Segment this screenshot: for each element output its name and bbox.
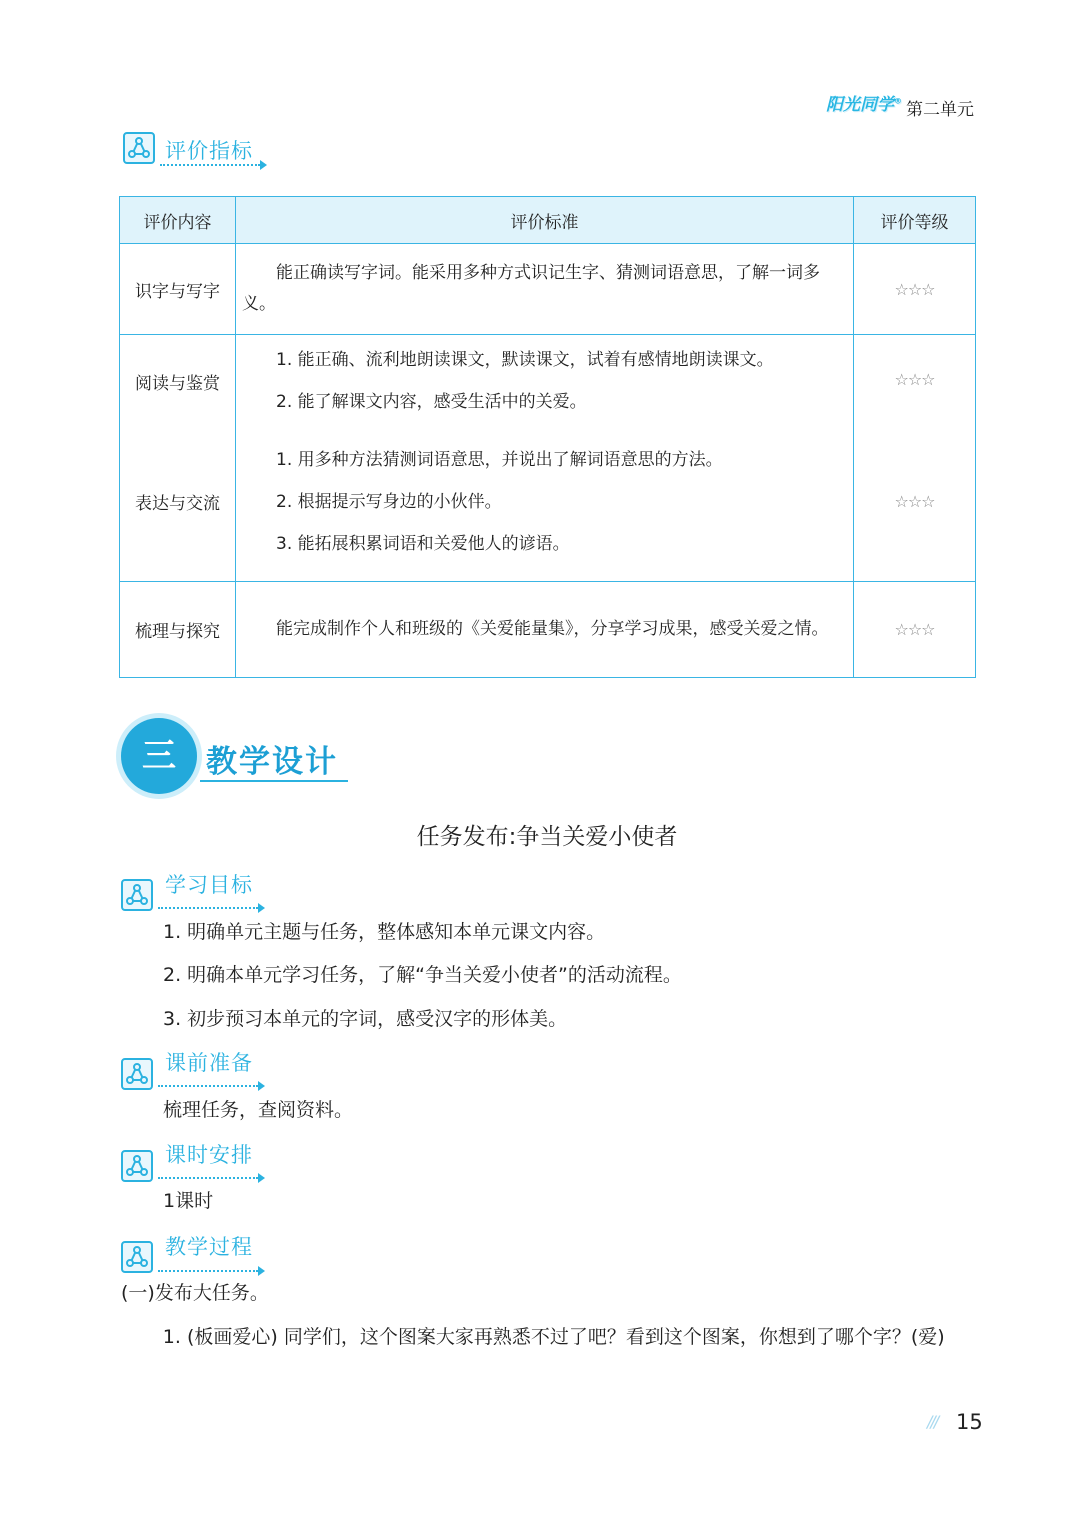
table-row [120,335,976,424]
section-underline [158,1270,258,1272]
network-icon [121,1058,153,1090]
table-header: 评价等级 [854,197,976,244]
objective-item: 2. 明确本单元学习任务，了解“争当关爱小使者”的活动流程。 [163,964,682,986]
unit-label: 第二单元 [906,100,974,120]
table-row [120,244,976,335]
preparation-text: 梳理任务，查阅资料。 [163,1099,354,1121]
standard-text: 能正确读写字词。能采用多种方式识记生字、猜测词语意思，了解一词多义。 [242,263,820,314]
section-title-preparation: 课前准备 [165,1051,253,1075]
rating-stars: ☆☆☆ [854,581,976,677]
process-paragraph: 1. (板画爱心) 同学们，这个图案大家再熟悉不过了吧？看到这个图案，你想到了哪个字？(爱) [162,1326,945,1348]
design-title: 教学设计 [206,744,338,780]
section-underline [158,1177,258,1179]
standard-item: 3. 能拓展积累词语和关爱他人的谚语。 [276,533,570,554]
standard-text: 能完成制作个人和班级的《关爱能量集》，分享学习成果，感受关爱之情。 [276,618,829,639]
row-label: 识字与写字 [120,244,236,335]
objective-item: 1. 明确单元主题与任务，整体感知本单元课文内容。 [163,921,606,943]
row-standard [236,335,854,424]
network-icon [121,1150,153,1182]
evaluation-table [119,196,976,678]
standard-item: 2. 根据提示写身边的小伙伴。 [276,491,502,512]
table-header-row [120,197,976,244]
section-arrow [258,1081,265,1091]
row-standard [236,581,854,677]
section-underline [158,1085,258,1087]
row-standard [236,244,854,335]
section-arrow [258,1266,265,1276]
table-row [120,423,976,581]
row-standard [236,423,854,581]
schedule-text: 1课时 [163,1190,214,1212]
table-header: 评价内容 [120,197,236,244]
standard-item: 2. 能了解课文内容，感受生活中的关爱。 [276,392,587,412]
page-number: 15 [956,1410,983,1434]
objective-item: 3. 初步预习本单元的字词，感受汉字的形体美。 [163,1008,568,1030]
row-label: 阅读与鉴赏 [120,335,236,424]
rating-stars: ☆☆☆ [854,335,976,424]
process-step: (一)发布大任务。 [121,1282,269,1304]
section-title-process: 教学过程 [165,1235,253,1259]
standard-item: 1. 能正确、流利地朗读课文，默读课文，试着有感情地朗读课文。 [276,350,774,370]
network-icon [121,1241,153,1273]
brand-logo: 阳光同学® [826,95,902,115]
row-label: 梳理与探究 [120,581,236,677]
rating-stars: ☆☆☆ [854,423,976,581]
section-arrow [258,903,265,913]
section-title-schedule: 课时安排 [165,1143,253,1167]
network-icon [121,879,153,911]
section-underline [160,164,260,166]
section-arrow [260,160,267,170]
brand-text: 阳光同学 [826,95,894,115]
section-title-evaluation: 评价指标 [165,139,253,163]
row-label: 表达与交流 [120,423,236,581]
network-icon [123,132,155,164]
table-row [120,581,976,677]
table-header: 评价标准 [236,197,854,244]
task-title: 任务发布:争当关爱小使者 [416,824,678,850]
section-number-badge [121,718,197,794]
standard-item: 1. 用多种方法猜测词语意思，并说出了解词语意思的方法。 [276,449,723,470]
section-underline [158,907,258,909]
design-underline [200,780,348,782]
section-title-objectives: 学习目标 [165,873,253,897]
section-number: 三 [142,736,176,776]
page-decoration: /// [927,1412,938,1431]
section-arrow [258,1173,265,1183]
rating-stars: ☆☆☆ [854,244,976,335]
